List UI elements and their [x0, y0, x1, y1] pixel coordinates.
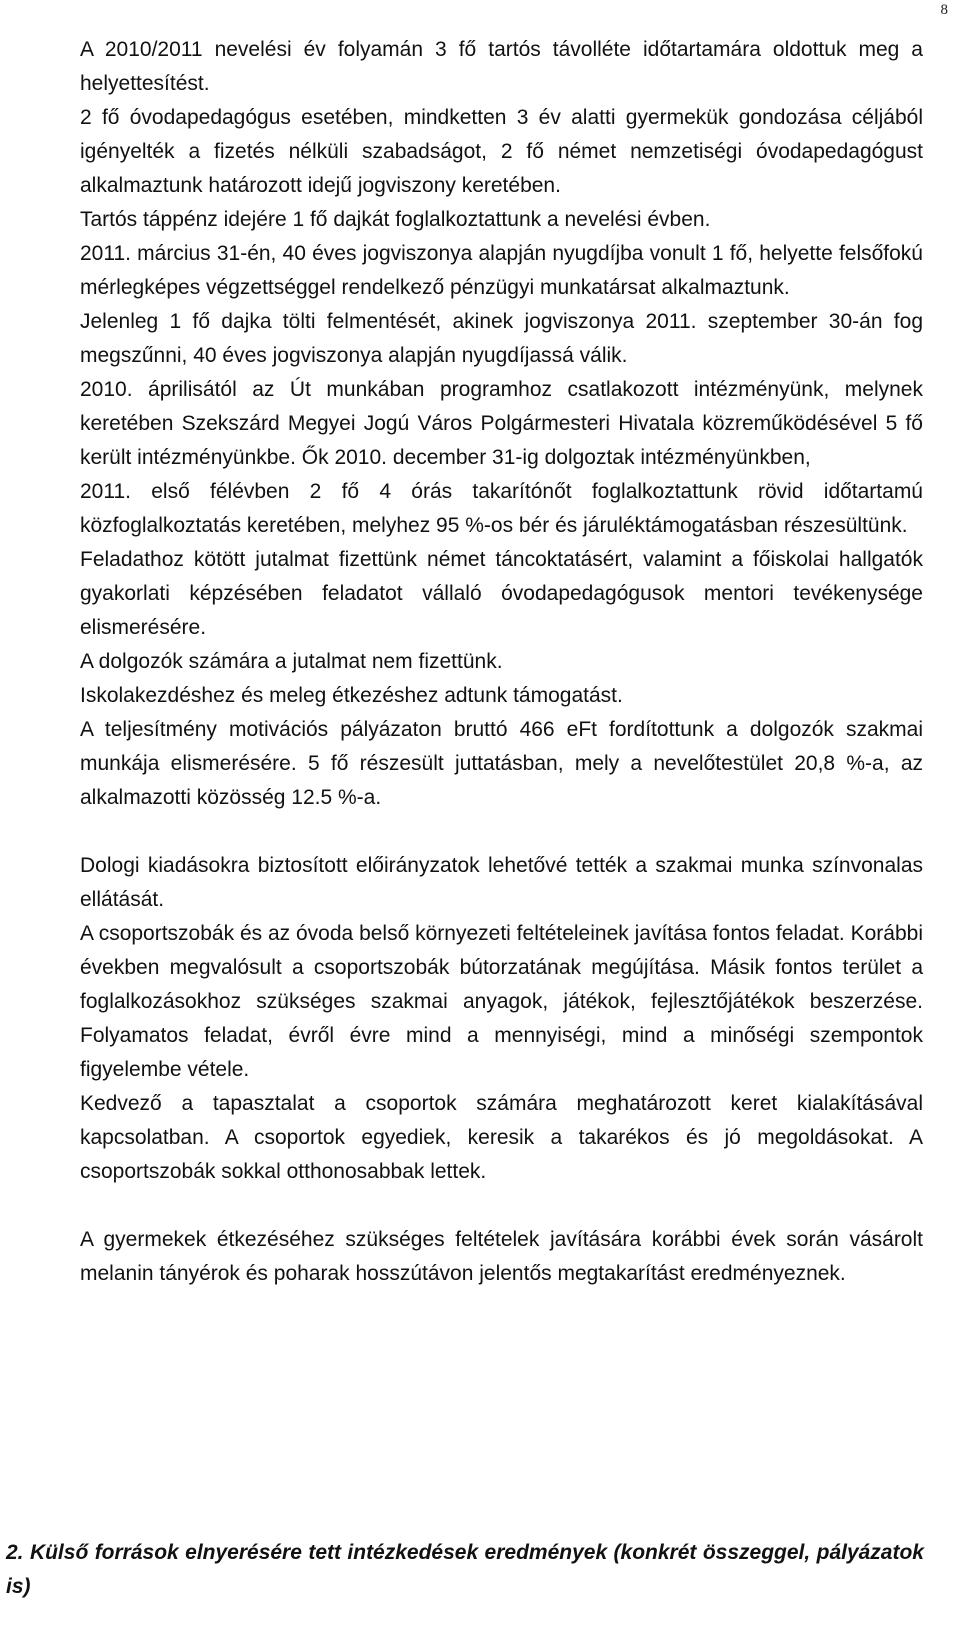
paragraph-public-work: 2011. első félévben 2 fő 4 órás takarítónőt foglalkoztattunk rövid időtartamú közfoglalkoztatás keretében, melyhez 95 %-os bér és járuléktámogatásban részesültünk.: [80, 480, 923, 537]
section-title: Külső források elnyerésére tett intézkedések eredmények (konkrét összeggel, pályázatok is): [6, 1541, 924, 1598]
paragraph-motivation: A teljesítmény motivációs pályázaton bruttó 466 eFt fordítottunk a dolgozók szakmai munkája elismerésére. 5 fő részesült juttatásban, mely a nevelőtestület 20,8 %-a, az alkalmazotti közösség 12.5 %-a.: [80, 718, 923, 809]
paragraph-parental-leave: 2 fő óvodapedagógus esetében, mindketten 3 év alatti gyermekük gondozása céljából igényelték a fizetés nélküli szabadságot, 2 fő német nemzetiségi óvodapedagógust alkalmaztunk határozott idejű jogviszony keretében.: [80, 106, 923, 197]
paragraph-no-bonus: A dolgozók számára a jutalmat nem fizettünk.: [80, 650, 503, 673]
section-heading: [6, 1536, 924, 1604]
paragraph-support: Iskolakezdéshez és meleg étkezéshez adtunk támogatást.: [80, 684, 623, 707]
paragraph-gap: [80, 1189, 923, 1223]
paragraph-sick-leave: Tartós táppénz idejére 1 fő dajkát foglalkoztattunk a nevelési évben.: [80, 208, 711, 231]
paragraph-tableware: A gyermekek étkezéséhez szükséges feltételek javítására korábbi évek során vásárolt melanin tányérok és poharak hosszútávon jelentős megtakarítást eredményeznek.: [80, 1228, 923, 1285]
page-number: 8: [940, 2, 948, 18]
section-number: 2.: [6, 1541, 24, 1564]
paragraph-retirement: 2011. március 31-én, 40 éves jogviszonya alapján nyugdíjba vonult 1 fő, helyette felsőfokú mérlegképes végzettséggel rendelkező pénzügyi munkatársat alkalmaztunk.: [80, 242, 923, 299]
paragraph-group-budget: Kedvező a tapasztalat a csoportok számára meghatározott keret kialakításával kapcsolatban. A csoportok egyediek, keresik a takarékos és jó megoldásokat. A csoportszobák sokkal otthonosabbak lettek.: [80, 1092, 923, 1183]
paragraph-material-expenses: Dologi kiadásokra biztosított előirányzatok lehetővé tették a szakmai munka színvonalas ellátását.: [80, 854, 923, 911]
paragraph-gap: [80, 815, 923, 849]
document-body: [80, 33, 923, 1291]
paragraph-work-program: 2010. áprilisától az Út munkában programhoz csatlakozott intézményünk, melynek keretében Szekszárd Megyei Jogú Város Polgármesteri Hivatala közreműködésével 5 fő került intézményünkbe. Ők 2010. december 31-ig dolgoztak intézményünkben,: [80, 378, 923, 469]
paragraph-substitution: A 2010/2011 nevelési év folyamán 3 fő tartós távolléte időtartamára oldottuk meg a helyettesítést.: [80, 38, 923, 95]
paragraph-group-rooms: A csoportszobák és az óvoda belső környezeti feltételeinek javítása fontos feladat. Korábbi években megvalósult a csoportszobák bútorzatának megújítása. Másik fontos terület a foglalkozásokhoz szükséges szakmai anyagok, játékok, fejlesztőjátékok beszerzése. Folyamatos feladat, évről évre mind a mennyiségi, mind a minőségi szempontok figyelembe vétele.: [80, 922, 923, 1081]
paragraph-bonus: Feladathoz kötött jutalmat fizettünk német táncoktatásért, valamint a főiskolai hallgatók gyakorlati képzésében feladatot vállaló óvodapedagógusok mentori tevékenysége elismerésére.: [80, 548, 923, 639]
paragraph-dismissal: Jelenleg 1 fő dajka tölti felmentését, akinek jogviszonya 2011. szeptember 30-án fog megszűnni, 40 éves jogviszonya alapján nyugdíjassá válik.: [80, 310, 923, 367]
